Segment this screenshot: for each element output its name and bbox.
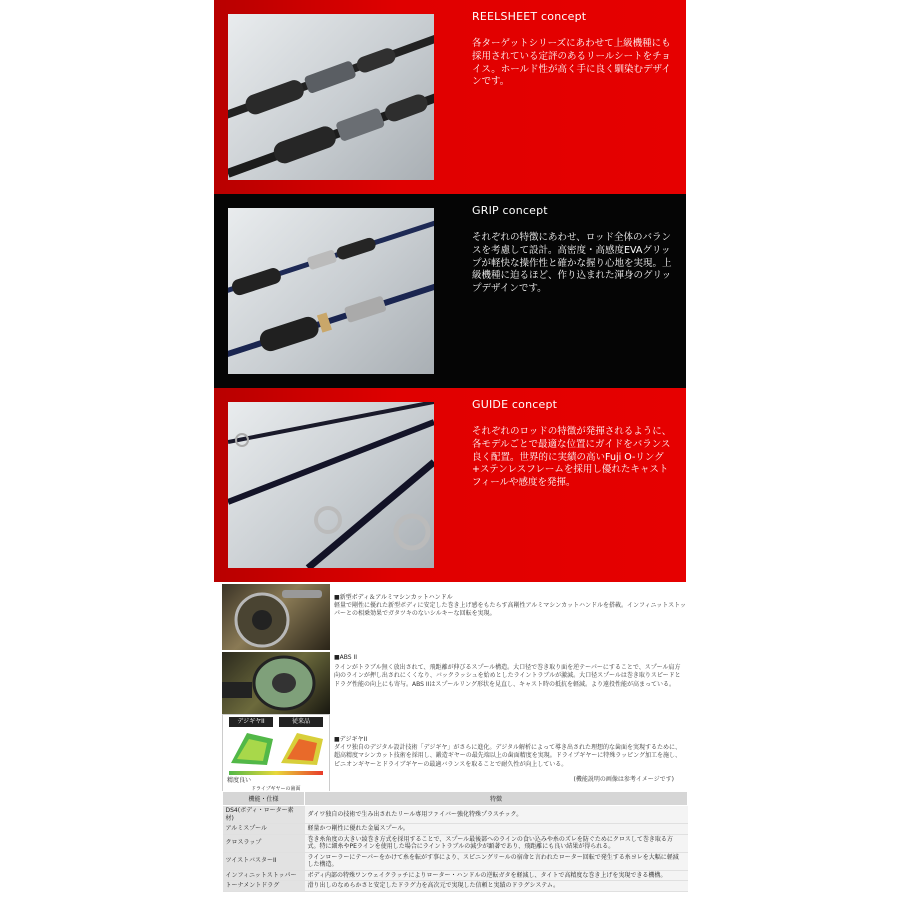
feature-title-body: ■新型ボディ＆アルミマシンカットハンドル: [334, 594, 453, 601]
conventional-label: 従来品: [279, 717, 323, 727]
scale-label: 精度良い: [227, 777, 252, 784]
spec-value: 滑り出しのなめらかさと安定したドラグ力を高次元で実現した信頼と実績のドラグシステム。: [305, 881, 688, 892]
spec-value: 巻き糸角度の大きい綾巻き方式を採用することで、スプール最後部へのラインの食い込みや糸のズレを防ぐためにクロスして巻き取る方式。特に細糸やPEラインを使用した場合にライントラブルの減少が顕著であり、飛距離にも良い結果が得られる。: [305, 834, 688, 852]
digigear-diagram: [222, 714, 330, 796]
grip-photo: [228, 208, 434, 374]
spec-header-detail: 特徴: [305, 792, 688, 806]
feature-title-abs: ■ABS II: [334, 654, 358, 661]
table-row: [223, 881, 688, 892]
reelsheet-photo: [228, 14, 434, 180]
grip-text: それぞれの特徴にあわせ、ロッド全体のバランスを考慮して設計。高密度・高感度EVAグリップが軽快な操作性と確かな握り心地を実現。上級機種に迫るほど、作り込まれた渾身のグリップデザインです。: [472, 232, 672, 295]
guide-photo: [228, 402, 434, 568]
spec-key: アルミスプール: [223, 824, 305, 835]
table-row: [223, 834, 688, 852]
grip-title: GRIP concept: [472, 204, 548, 217]
spec-value: ラインローラーにテーパーをかけて糸を転がす事により、スピニングリールの宿命と言われたローター回転で発生する糸ヨレを大幅に軽減した構造。: [305, 852, 688, 870]
spec-key: クロスラップ: [223, 834, 305, 852]
table-row: [223, 824, 688, 835]
table-row: [223, 870, 688, 881]
spec-key: DS4(ボディ・ローター素材): [223, 806, 305, 824]
guide-panel: [214, 388, 686, 582]
spec-key: トーナメントドラグ: [223, 881, 305, 892]
spec-table: [222, 791, 688, 892]
reelsheet-title: REELSHEET concept: [472, 10, 587, 23]
table-row: [223, 852, 688, 870]
guide-text: それぞれのロッドの特徴が発揮されるように、各モデルごとで最適な位置にガイドをバランス良く配置。世界的に実績の高いFuji O-リング+ステンレスフレームを採用し優れたキャストフィールや感度を発揮。: [472, 426, 672, 489]
spec-key: インフィニットストッパー: [223, 870, 305, 881]
digigear-label: デジギヤII: [229, 717, 273, 727]
feature-text-digigear: ダイワ独自のデジタル設計技術「デジギヤ」がさらに進化。デジタル解析によって導き出された理想的な歯面を実現するために、超高精度マシンカット技術を採用し、鍛造ギヤーの最先端以上の歯面精度を実現。ドライブギヤーに特殊ラッピング加工を施し、ピニオンギヤーとドライブギヤーの最適バランスを取ることで耐久性が向上している。: [334, 744, 682, 768]
spec-key: ツイストバスターII: [223, 852, 305, 870]
spec-value: ダイワ独自の技術で生み出されたリール専用ファイバー強化特殊プラスチック。: [305, 806, 688, 824]
body-handle-photo: [222, 584, 330, 650]
diagram-caption: ドライブギヤーの歯面: [251, 786, 301, 792]
abs-spool-photo: [222, 652, 330, 714]
feature-text-body: 軽量で剛性に優れた新型ボディに安定した巻き上げ感をもたらす高剛性アルミマシンカットハンドルを搭載。インフィニットストッパーとの相乗効果でガタツキのないシルキーな回転を実現。: [334, 602, 686, 618]
feature-text-abs: ラインがトラブル無く放出されて、飛距離が伸びるスプール構造。大口径で巻き取り面を逆テーパーにすることで、スプール肩方向のラインが押し出されにくくなり、バックラッシュを始めとしたライントラブルが激減。大口径スプールは巻き取りスピードとドラグ性能の向上にも寄与。ABS IIはスプールリング形状を見直し、キャスト時の抵抗を軽減。より遠投性能が高まっている。: [334, 664, 681, 688]
guide-title: GUIDE concept: [472, 398, 558, 411]
feature-title-digigear: ■デジギヤII: [334, 736, 368, 743]
image-note: (機能説明の画像は参考イメージです): [573, 776, 674, 783]
grip-panel: [214, 194, 686, 388]
spec-value: ボディ内部の特殊ワンウェイクラッチによりローター・ハンドルの逆転ガタを軽減し、タイトで高精度な巻き上げを実現できる機構。: [305, 870, 688, 881]
spec-value: 軽量かつ剛性に優れた金属スプール。: [305, 824, 688, 835]
table-row: [223, 806, 688, 824]
reelsheet-text: 各ターゲットシリーズにあわせて上級機種にも採用されている定評のあるリールシートをチョイス。ホールド性が高く手に良く馴染むデザインです。: [472, 38, 671, 88]
spec-header-feature: 機能・仕様: [223, 792, 305, 806]
reelsheet-panel: [214, 0, 686, 194]
